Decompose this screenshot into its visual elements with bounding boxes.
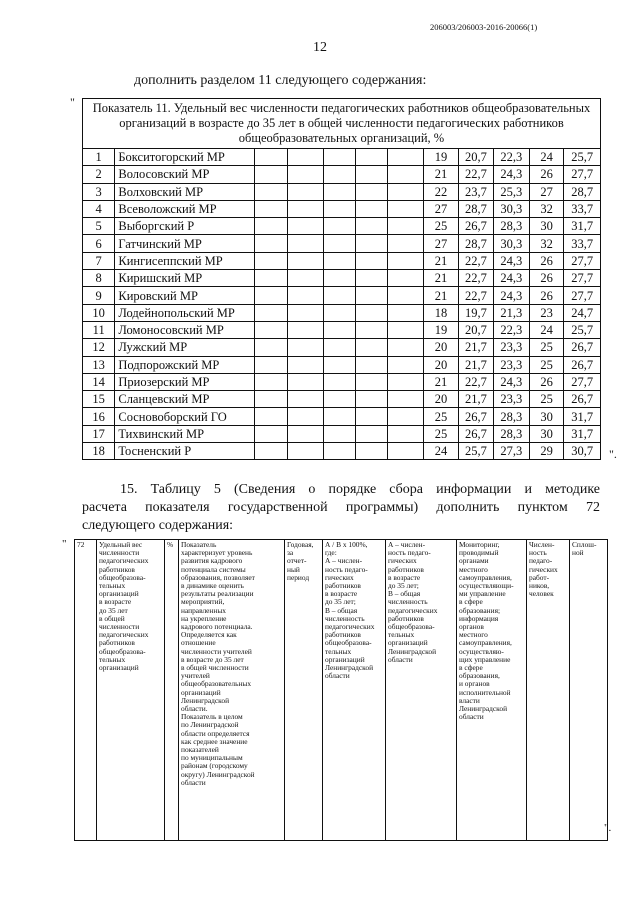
region-name: Лужский МР (115, 339, 255, 356)
value-cell: 30,3 (493, 200, 529, 217)
value-cell: 20,7 (459, 321, 493, 338)
value-cell: 31,7 (564, 425, 601, 442)
value-cell: 24 (529, 149, 563, 166)
empty-cell (323, 270, 355, 287)
empty-cell (288, 183, 323, 200)
region-row (83, 425, 601, 442)
empty-cell (356, 391, 388, 408)
empty-cell (254, 270, 287, 287)
value-cell: 25 (529, 339, 563, 356)
region-row (83, 339, 601, 356)
empty-cell (254, 166, 287, 183)
value-cell: 21,3 (493, 304, 529, 321)
region-row (83, 391, 601, 408)
quote-close-mark: ". (604, 822, 612, 834)
row-number: 12 (83, 339, 115, 356)
value-cell: 22,7 (459, 166, 493, 183)
empty-cell (254, 373, 287, 390)
value-cell: 27,7 (564, 287, 601, 304)
empty-cell (288, 235, 323, 252)
value-cell: 31,7 (564, 218, 601, 235)
empty-cell (254, 356, 287, 373)
row-number: 10 (83, 304, 115, 321)
empty-cell (288, 304, 323, 321)
row-number: 8 (83, 270, 115, 287)
paragraph-line: следующего содержания: (82, 518, 234, 533)
region-name: Тосненский Р (115, 443, 255, 460)
empty-cell (388, 235, 423, 252)
empty-cell (254, 149, 287, 166)
indicator-table (82, 98, 601, 460)
empty-cell (254, 391, 287, 408)
region-name: Киришский МР (115, 270, 255, 287)
value-cell: 25 (423, 425, 458, 442)
empty-cell (388, 321, 423, 338)
value-cell: 20 (423, 356, 458, 373)
value-cell: 26,7 (459, 425, 493, 442)
empty-cell (388, 166, 423, 183)
region-name: Сосновоборский ГО (115, 408, 255, 425)
value-cell: 26,7 (459, 218, 493, 235)
value-cell: 22,7 (459, 287, 493, 304)
region-row (83, 356, 601, 373)
value-cell: 28,7 (459, 200, 493, 217)
value-cell: 26,7 (564, 339, 601, 356)
value-cell: 26 (529, 270, 563, 287)
region-name: Тихвинский МР (115, 425, 255, 442)
value-cell: 21 (423, 373, 458, 390)
empty-cell (254, 443, 287, 460)
unit: % (165, 540, 179, 841)
empty-cell (323, 443, 355, 460)
amendment-paragraph (82, 481, 600, 535)
region-name: Сланцевский МР (115, 391, 255, 408)
empty-cell (356, 321, 388, 338)
row-number: 1 (83, 149, 115, 166)
intro-text: дополнить разделом 11 следующего содержания: (134, 73, 427, 88)
value-cell: 25,7 (564, 321, 601, 338)
value-cell: 32 (529, 200, 563, 217)
value-cell: 21,7 (459, 356, 493, 373)
indicator-title-row (83, 99, 601, 149)
value-cell: 24,7 (564, 304, 601, 321)
document-id: 206003/206003-2016-20066(1) (430, 22, 538, 32)
value-cell: 24,3 (493, 166, 529, 183)
empty-cell (288, 200, 323, 217)
empty-cell (356, 149, 388, 166)
empty-cell (388, 425, 423, 442)
value-cell: 23,3 (493, 391, 529, 408)
value-cell: 27 (529, 183, 563, 200)
empty-cell (388, 270, 423, 287)
empty-cell (254, 321, 287, 338)
region-row (83, 149, 601, 166)
empty-cell (254, 425, 287, 442)
page-number: 12 (313, 40, 327, 55)
value-cell: 23,3 (493, 339, 529, 356)
empty-cell (323, 200, 355, 217)
empty-cell (288, 166, 323, 183)
value-cell: 27 (423, 235, 458, 252)
region-row (83, 287, 601, 304)
value-cell: 20 (423, 339, 458, 356)
empty-cell (356, 166, 388, 183)
empty-cell (288, 443, 323, 460)
value-cell: 25 (529, 391, 563, 408)
value-cell: 26,7 (564, 391, 601, 408)
quote-close-mark: ". (609, 447, 617, 461)
empty-cell (288, 252, 323, 269)
value-cell: 22,3 (493, 149, 529, 166)
empty-cell (254, 200, 287, 217)
empty-cell (356, 270, 388, 287)
empty-cell (323, 183, 355, 200)
value-cell: 27 (423, 200, 458, 217)
value-cell: 27,7 (564, 270, 601, 287)
value-cell: 30 (529, 425, 563, 442)
empty-cell (388, 443, 423, 460)
empty-cell (323, 408, 355, 425)
empty-cell (388, 356, 423, 373)
value-cell: 25,3 (493, 183, 529, 200)
empty-cell (288, 218, 323, 235)
empty-cell (323, 218, 355, 235)
empty-cell (356, 200, 388, 217)
value-cell: 18 (423, 304, 458, 321)
value-cell: 26 (529, 287, 563, 304)
value-cell: 30 (529, 218, 563, 235)
value-cell: 26,7 (564, 356, 601, 373)
indicator-name: Удельный вес численности педагогических работников общеобразова- тельных организаций в возрасте до 35 лет в общей численности педагогических работников общеобразова- тельных организаций (97, 540, 165, 841)
row-number: 7 (83, 252, 115, 269)
value-cell: 20,7 (459, 149, 493, 166)
empty-cell (288, 408, 323, 425)
value-cell: 22,7 (459, 373, 493, 390)
row-number: 9 (83, 287, 115, 304)
row-number: 18 (83, 443, 115, 460)
data-collection-method: Мониторинг, проводимый органами местного самоуправления, осуществляющи- ми управление в сфере образования; информация органов местного самоуправления, осуществляю- щих управление в сфере образования, и органов исполнительной власти Ленинградской области (457, 540, 527, 841)
empty-cell (323, 321, 355, 338)
region-name: Гатчинский МР (115, 235, 255, 252)
region-row (83, 443, 601, 460)
value-cell: 30,7 (564, 443, 601, 460)
empty-cell (356, 183, 388, 200)
paragraph-line: 15. Таблицу 5 (Сведения о порядке сбора информации и методике (120, 482, 600, 497)
quote-open-mark: " (62, 538, 67, 550)
region-name: Кировский МР (115, 287, 255, 304)
row-number: 13 (83, 356, 115, 373)
value-cell: 26 (529, 252, 563, 269)
region-row (83, 183, 601, 200)
value-cell: 21 (423, 252, 458, 269)
value-cell: 22,3 (493, 321, 529, 338)
empty-cell (356, 443, 388, 460)
value-cell: 22,7 (459, 252, 493, 269)
value-cell: 28,7 (459, 235, 493, 252)
empty-cell (254, 287, 287, 304)
value-cell: 22 (423, 183, 458, 200)
empty-cell (388, 304, 423, 321)
region-name: Лодейнопольский МР (115, 304, 255, 321)
empty-cell (323, 304, 355, 321)
value-cell: 28,3 (493, 408, 529, 425)
value-cell: 21 (423, 166, 458, 183)
empty-cell (356, 287, 388, 304)
empty-cell (254, 252, 287, 269)
empty-cell (356, 235, 388, 252)
region-row (83, 373, 601, 390)
value-cell: 33,7 (564, 235, 601, 252)
method-row (75, 540, 608, 841)
value-cell: 24,3 (493, 287, 529, 304)
empty-cell (356, 304, 388, 321)
region-name: Кингисеппский МР (115, 252, 255, 269)
empty-cell (356, 252, 388, 269)
row-number: 4 (83, 200, 115, 217)
region-row (83, 321, 601, 338)
empty-cell (254, 339, 287, 356)
indicator-description: Показатель характеризует уровень развития кадрового потенциала системы образования, позволяет в динамике оценить результаты реализации мероприятий, направленных на укрепление кадрового потенциала. Определяется как отношение численности учителей в возрасте до 35 лет в общей численности учителей общеобразовательных организаций Ленинградской области. Показатель в целом по Ленинградской области определяется как среднее значение показателей по муниципальным районам (городскому округу) Ленинградской области (179, 540, 285, 841)
empty-cell (323, 235, 355, 252)
region-name: Всеволожский МР (115, 200, 255, 217)
empty-cell (356, 373, 388, 390)
row-number: 11 (83, 321, 115, 338)
value-cell: 22,7 (459, 270, 493, 287)
value-cell: 23,3 (493, 356, 529, 373)
value-cell: 19 (423, 149, 458, 166)
region-name: Волховский МР (115, 183, 255, 200)
region-name: Подпорожский МР (115, 356, 255, 373)
row-number: 2 (83, 166, 115, 183)
value-cell: 25 (423, 408, 458, 425)
value-cell: 24,3 (493, 373, 529, 390)
value-cell: 30,3 (493, 235, 529, 252)
quote-open-mark: " (70, 95, 75, 109)
empty-cell (323, 252, 355, 269)
empty-cell (288, 391, 323, 408)
value-cell: 29 (529, 443, 563, 460)
region-name: Волосовский МР (115, 166, 255, 183)
value-cell: 24,3 (493, 270, 529, 287)
value-cell: 26,7 (459, 408, 493, 425)
empty-cell (254, 235, 287, 252)
indicator-title: Показатель 11. Удельный вес численности педагогических работников общеобразовательных организаций в возрасте до 35 лет в общей численности педагогических работников общеобразовательных организаций, % (83, 99, 601, 149)
value-cell: 24 (529, 321, 563, 338)
empty-cell (288, 356, 323, 373)
empty-cell (323, 373, 355, 390)
region-row (83, 408, 601, 425)
value-cell: 21 (423, 270, 458, 287)
row-number: 17 (83, 425, 115, 442)
value-cell: 21,7 (459, 339, 493, 356)
empty-cell (388, 408, 423, 425)
row-number: 5 (83, 218, 115, 235)
value-cell: 33,7 (564, 200, 601, 217)
empty-cell (288, 425, 323, 442)
empty-cell (388, 200, 423, 217)
value-cell: 19,7 (459, 304, 493, 321)
method-table (74, 539, 608, 841)
empty-cell (356, 425, 388, 442)
region-row (83, 166, 601, 183)
region-row (83, 235, 601, 252)
value-cell: 28,3 (493, 425, 529, 442)
empty-cell (388, 373, 423, 390)
empty-cell (323, 287, 355, 304)
value-cell: 30 (529, 408, 563, 425)
empty-cell (323, 391, 355, 408)
empty-cell (323, 166, 355, 183)
empty-cell (388, 218, 423, 235)
value-cell: 25,7 (564, 149, 601, 166)
value-cell: 27,3 (493, 443, 529, 460)
row-number: 14 (83, 373, 115, 390)
region-row (83, 218, 601, 235)
value-cell: 31,7 (564, 408, 601, 425)
empty-cell (254, 218, 287, 235)
item-number: 72 (75, 540, 97, 841)
row-number: 6 (83, 235, 115, 252)
empty-cell (288, 373, 323, 390)
empty-cell (288, 287, 323, 304)
value-cell: 21 (423, 287, 458, 304)
region-row (83, 270, 601, 287)
formula: А / В х 100%, где: А – числен- ность педаго- гических работников в возрасте до 35 лет; В – общая численность педагогических работников общеобразова- тельных организаций Ленинградской области (323, 540, 386, 841)
periodicity: Годовая, за отчет- ный период (285, 540, 323, 841)
empty-cell (323, 356, 355, 373)
empty-cell (388, 391, 423, 408)
region-name: Выборгский Р (115, 218, 255, 235)
value-cell: 23 (529, 304, 563, 321)
value-cell: 28,7 (564, 183, 601, 200)
value-cell: 27,7 (564, 166, 601, 183)
empty-cell (388, 183, 423, 200)
value-cell: 23,7 (459, 183, 493, 200)
region-row (83, 252, 601, 269)
coverage: Сплош- ной (570, 540, 608, 841)
value-cell: 20 (423, 391, 458, 408)
empty-cell (288, 270, 323, 287)
value-cell: 19 (423, 321, 458, 338)
value-cell: 26 (529, 373, 563, 390)
empty-cell (254, 408, 287, 425)
empty-cell (388, 252, 423, 269)
value-cell: 25 (529, 356, 563, 373)
region-name: Ломоносовский МР (115, 321, 255, 338)
empty-cell (323, 425, 355, 442)
empty-cell (356, 356, 388, 373)
empty-cell (254, 183, 287, 200)
region-name: Бокситогорский МР (115, 149, 255, 166)
empty-cell (356, 408, 388, 425)
empty-cell (388, 149, 423, 166)
value-cell: 26 (529, 166, 563, 183)
value-cell: 28,3 (493, 218, 529, 235)
value-cell: 32 (529, 235, 563, 252)
empty-cell (388, 339, 423, 356)
value-cell: 25,7 (459, 443, 493, 460)
empty-cell (356, 218, 388, 235)
value-cell: 24 (423, 443, 458, 460)
value-cell: 24,3 (493, 252, 529, 269)
value-cell: 27,7 (564, 373, 601, 390)
empty-cell (288, 149, 323, 166)
empty-cell (356, 339, 388, 356)
value-cell: 27,7 (564, 252, 601, 269)
value-cell: 21,7 (459, 391, 493, 408)
empty-cell (288, 339, 323, 356)
empty-cell (288, 321, 323, 338)
row-number: 3 (83, 183, 115, 200)
region-row (83, 304, 601, 321)
value-cell: 25 (423, 218, 458, 235)
empty-cell (388, 287, 423, 304)
paragraph-line: расчета показателя государственной программы) дополнить пунктом 72 (82, 500, 600, 515)
empty-cell (254, 304, 287, 321)
empty-cell (323, 339, 355, 356)
row-number: 15 (83, 391, 115, 408)
region-name: Приозерский МР (115, 373, 255, 390)
observation-unit: Числен- ность педаго- гических работ- ников, человек (527, 540, 570, 841)
region-row (83, 200, 601, 217)
base-indicators: А – числен- ность педаго- гических работников в возрасте до 35 лет; В – общая численность педагогических работников общеобразова- тельных организаций Ленинградской области (386, 540, 457, 841)
empty-cell (323, 149, 355, 166)
row-number: 16 (83, 408, 115, 425)
